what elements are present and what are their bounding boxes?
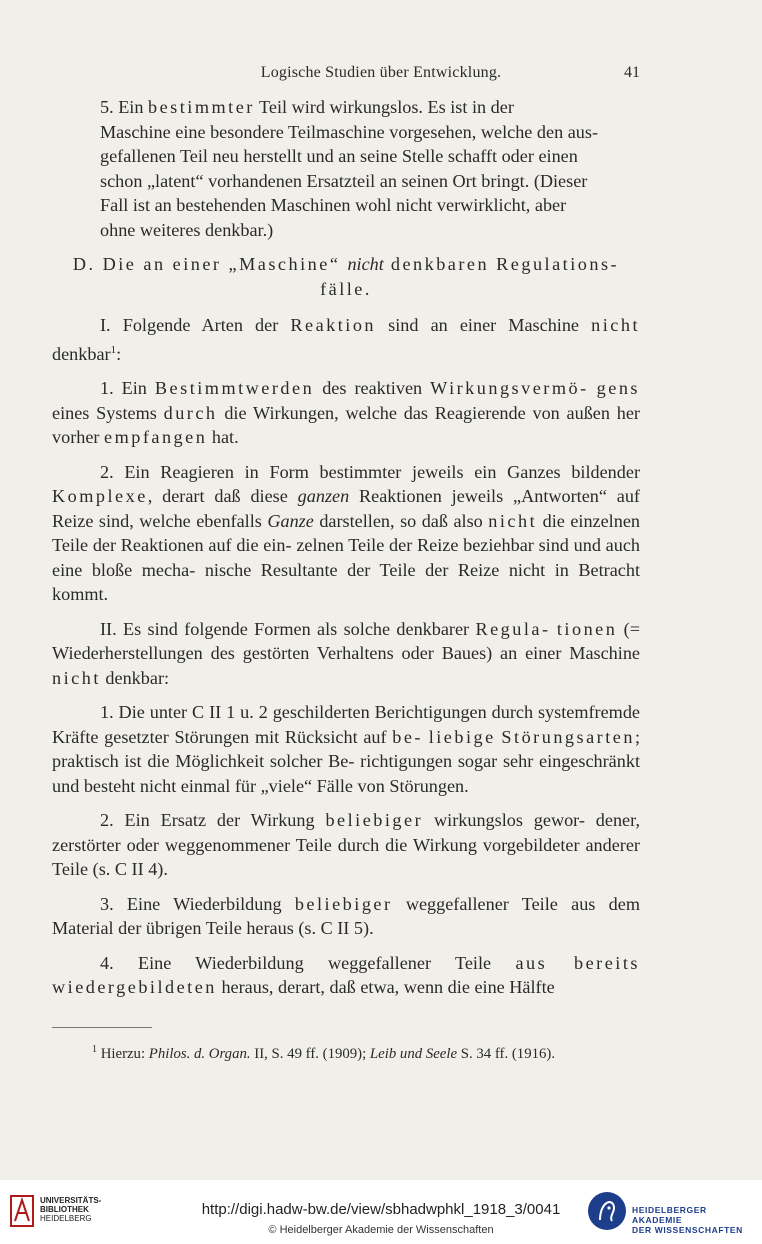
ub-line-2: BIBLIOTHEK: [40, 1205, 89, 1214]
paragraph-II-1: 1. Die unter C II 1 u. 2 geschilderten Berichtigungen durch systemfremde Kräfte gesetzter Störungen mit Rücksicht auf be- liebige Störungsarten; praktisch ist die Möglichkeit solcher Be- richtigungen sogar sehr eingeschränkt und besteht nicht einmal für „viele“ Fälle von Störungen.: [52, 702, 640, 796]
paragraph-I-1: 1. Ein Bestimmtwerden des reaktiven Wirkungsvermö- gens eines Systems durch die Wirkungen, welche das Reagierende von außen her vorher empfangen hat.: [52, 378, 641, 448]
footnote: $^1$ Hierzu: Philos. d. Organ. II, S. 49 ff. (1909); Leib und Seele S. 34 ff. (1916).: [92, 1044, 556, 1062]
ub-line-1: UNIVERSITÄTS-: [40, 1196, 102, 1205]
hadw-logo[interactable]: [588, 1192, 758, 1235]
paragraph-I: I. Folgende Arten der Reaktion sind an einer Maschine nicht denkbar$^1$:: [52, 315, 640, 364]
paragraph-I-2: 2. Ein Reagieren in Form bestimmter jeweils ein Ganzes bildender Komplexe, derart daß diese ganzen Reaktionen jeweils „Antworten“ auf Reize sind, welche ebenfalls Ganze darstellen, so daß also nicht die einzelnen Teile der Reaktionen auf die ein- zelnen Teile der Reize beziehbar sind und auch eine bloße mecha- nische Resultante der Teile der Reize nicht in Betracht kommt.: [52, 461, 641, 605]
paragraph-II-3: 3. Eine Wiederbildung beliebiger weggefallener Teile aus dem Material der übrigen Teile heraus (s. C II 5).: [52, 893, 640, 939]
athena-head-icon: [588, 1192, 626, 1230]
paragraph-II-4: 4. Eine Wiederbildung weggefallener Teile aus bereits wiedergebildeten heraus, derart, daß etwa, wenn die eine Hälfte: [52, 952, 640, 998]
hadw-line-1: HEIDELBERGER AKADEMIE: [632, 1205, 707, 1225]
permalink-url[interactable]: http://digi.hadw-bw.de/view/sbhadwphkl_1918_3/0041: [201, 1201, 561, 1218]
section-heading-d: D. Die an einer „Maschine“ nicht denkbaren Regulations- fälle.: [72, 254, 620, 299]
footnote-ref: 1: [110, 343, 117, 356]
running-title: Logische Studien über Entwicklung.: [260, 64, 502, 81]
paragraph-II: II. Es sind folgende Formen als solche denkbarer Regula- tionen (= Wiederherstellungen des gestörten Verhaltens oder Baues) an einer Maschine nicht denkbar:: [52, 618, 640, 688]
paragraph-5: 5. Ein bestimmter Teil wird wirkungslos. Es ist in der Maschine eine besondere Teilmaschine vorgesehen, welche den aus- gefallenen Teil neu herstellt und an seine Stelle schafft oder einen schon „latent“ vorhandenen Ersatzteil an seinen Ort bringt. (Dieser Fall ist an bestehenden Maschinen wohl nicht verwirklicht, aber ohne weiteres denkbar.): [100, 97, 599, 240]
paragraph-II-2: 2. Ein Ersatz der Wirkung beliebiger wirkungslos gewor- dener, zerstörter oder weggenommener Teile durch die Wirkung vorgebildeter anderer Teile (s. C II 4).: [52, 810, 641, 880]
footnote-divider: [52, 1027, 152, 1028]
body-text: [52, 95, 640, 1010]
hadw-line-2: DER WISSENSCHAFTEN: [632, 1225, 743, 1235]
copyright-notice: © Heidelberger Akademie der Wissenschaften: [268, 1224, 494, 1236]
running-header: [0, 64, 762, 86]
ub-line-3: HEIDELBERG: [40, 1214, 92, 1223]
page-number: 41: [624, 64, 640, 81]
